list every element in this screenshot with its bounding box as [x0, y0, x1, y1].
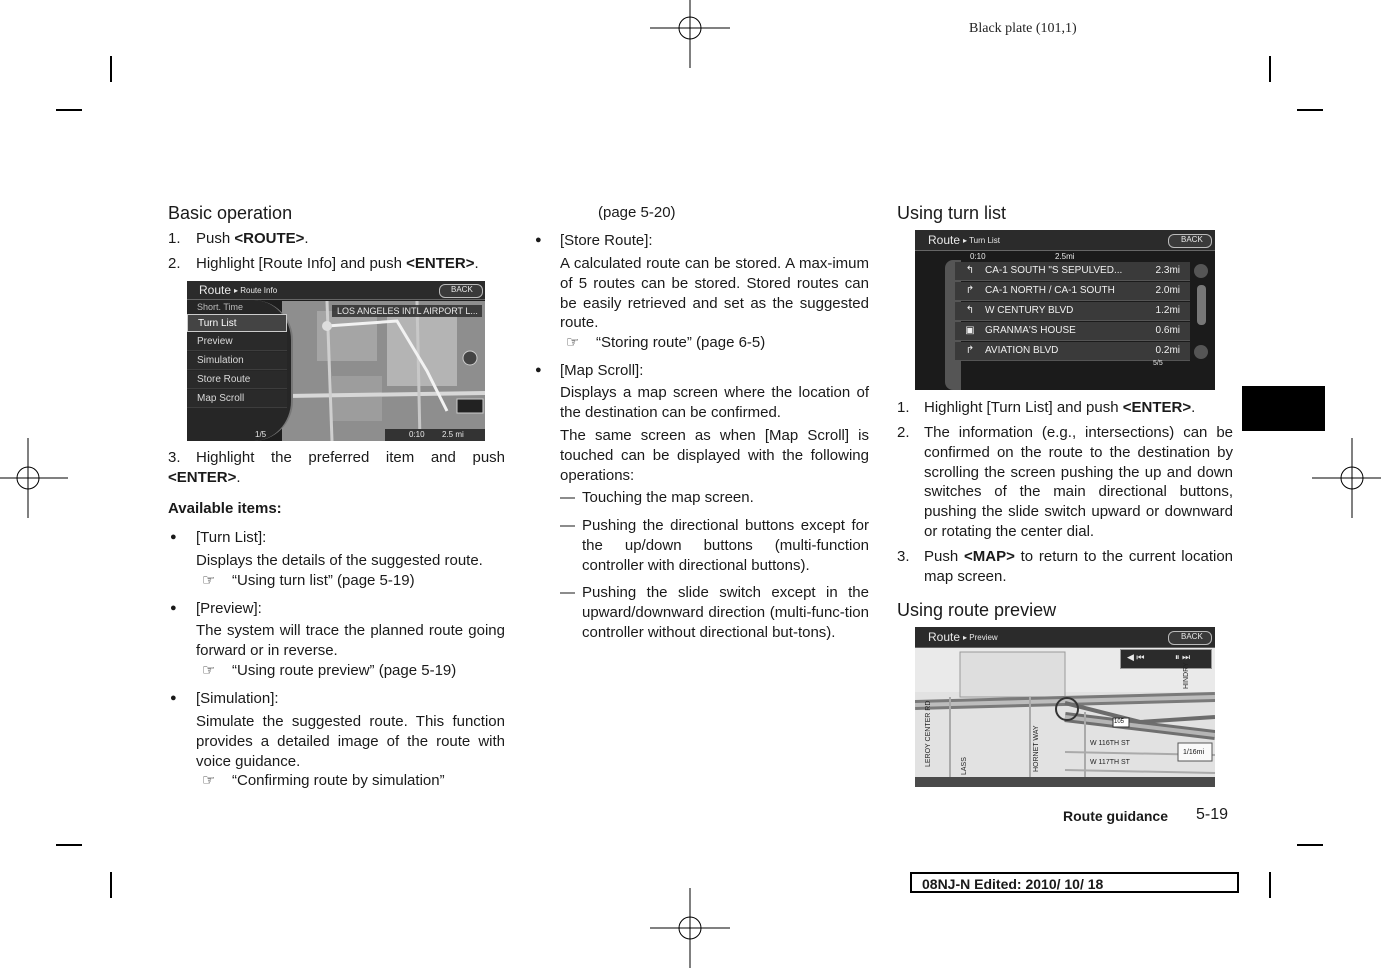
dash-item-text: Touching the map screen.: [582, 489, 754, 506]
pointing-hand-icon: ☞: [202, 772, 216, 789]
pause-button[interactable]: ⏸ ⏭: [1175, 652, 1191, 662]
key-enter: <ENTER>: [1122, 399, 1192, 416]
chapter-tab: [1242, 386, 1325, 431]
page-indicator: 5/5: [1153, 360, 1163, 367]
screenshot-turn-list: [915, 230, 1215, 390]
item-ref-turn-list: [202, 571, 415, 590]
back-button-label: BACK: [1181, 235, 1203, 244]
screen-header-title: Route: [928, 630, 961, 644]
turn-list-row[interactable]: [955, 262, 1190, 281]
item-label-map-scroll: [Map Scroll]:: [560, 362, 644, 379]
footer-page-number: 5-19: [1196, 806, 1229, 823]
menu-item-preview[interactable]: Preview: [187, 333, 287, 351]
section-title-basic-operation: Basic operation: [168, 203, 293, 223]
road-name: W CENTURY BLVD: [985, 305, 1074, 316]
road-distance: 0.6mi: [1155, 325, 1180, 336]
step-1: [168, 229, 508, 249]
screenshot-route-preview: [915, 627, 1215, 787]
item-ref-store-route: [566, 333, 765, 352]
registration-mark: [650, 888, 730, 968]
crop-mark: [56, 109, 82, 111]
edited-stamp: 08NJ-N Edited: 2010/ 10/ 18: [910, 872, 1239, 893]
bullet: ●: [170, 602, 177, 614]
dash: —: [560, 517, 575, 534]
road-distance: 2.3mi: [1155, 265, 1180, 276]
step-text: Highlight the preferred item and push: [196, 449, 505, 466]
turn-step-1: [897, 398, 1233, 418]
step-number: 2.: [897, 424, 910, 441]
status-distance: 2.5mi: [1055, 252, 1075, 261]
menu-item-store-route[interactable]: Store Route: [187, 371, 287, 389]
pointing-hand-icon: ☞: [566, 334, 580, 351]
step-2: [168, 254, 508, 274]
dash-item-text: Pushing the directional buttons except for the up/down buttons (multi-function controller with directional buttons).: [582, 517, 869, 574]
reference-text: “Storing route” (page 6-5): [596, 334, 766, 351]
step-text: Highlight [Turn List] and push: [924, 399, 1123, 416]
highway-shield: 105: [1114, 719, 1125, 725]
menu-item-simulation[interactable]: Simulation: [187, 352, 287, 370]
crop-mark: [110, 872, 112, 898]
status-bar: [385, 429, 485, 441]
continued-page-ref: (page 5-20): [598, 204, 676, 221]
road-name: CA-1 SOUTH "S SEPULVED...: [985, 265, 1123, 276]
rewind-button[interactable]: ◀ ⏮: [1127, 652, 1145, 662]
item-ref-simulation: [202, 771, 445, 790]
crop-mark: [1269, 872, 1271, 898]
street-label: HINDRY: [1183, 662, 1190, 689]
item-label-simulation: [Simulation]:: [196, 690, 279, 707]
street-label: LEROY CENTER RD: [925, 700, 932, 767]
turn-arrow-icon: ↰: [965, 265, 975, 276]
reference-text: “Using route preview” (page 5-19): [232, 662, 457, 679]
item-label-preview: [Preview]:: [196, 600, 262, 617]
turn-list-row[interactable]: [955, 302, 1190, 321]
street-label: HORNET WAY: [1033, 725, 1040, 772]
menu-item-turn-list[interactable]: Turn List: [187, 314, 287, 332]
step-number: 3.: [897, 548, 910, 565]
road-distance: 0.2mi: [1155, 345, 1180, 356]
menu-item-map-scroll[interactable]: Map Scroll: [187, 390, 287, 408]
step-punct: .: [474, 255, 479, 272]
turn-step-3: [924, 547, 1233, 587]
item-desc-preview: The system will trace the planned route going forward or in reverse.: [196, 622, 505, 659]
registration-mark: [650, 0, 730, 68]
step-text: to return to the current location map screen.: [924, 548, 1234, 585]
back-button-label: BACK: [1181, 632, 1203, 641]
crop-mark: [1269, 56, 1271, 82]
dash: —: [560, 584, 575, 601]
section-title-using-route-preview: Using route preview: [897, 600, 1057, 620]
waypoint-icon: ▣: [965, 325, 975, 336]
step-text: Push: [196, 230, 235, 247]
plate-label: Black plate (101,1): [969, 21, 1077, 36]
registration-mark: [1312, 438, 1381, 518]
screen-header-title: Route: [199, 283, 232, 297]
road-distance: 2.0mi: [1155, 285, 1180, 296]
item-desc-simulation: Simulate the suggested route. This function provides a detailed image of the route with voice guidance.: [196, 713, 505, 770]
turn-list-row[interactable]: [955, 322, 1190, 341]
menu-top-label: Short. Time: [197, 302, 244, 312]
page-indicator: 1/5: [255, 430, 267, 439]
available-items-heading: Available items:: [168, 500, 282, 517]
pointing-hand-icon: ☞: [202, 662, 216, 679]
screen-header-sub: ▸ Preview: [963, 633, 998, 642]
crop-mark: [1297, 109, 1323, 111]
item-label-store-route: [Store Route]:: [560, 232, 653, 249]
step-punct: .: [304, 230, 309, 247]
item-label-turn-list: [Turn List]:: [196, 529, 267, 546]
item-desc-map-scroll-2: The same screen as when [Map Scroll] is touched can be displayed with the following operations:: [560, 427, 869, 484]
turn-arrow-icon: ↱: [965, 285, 975, 296]
scroll-up-icon[interactable]: [1194, 264, 1208, 278]
screen-header-sub: ▸ Route Info: [234, 286, 278, 295]
step-3: [168, 448, 505, 488]
item-ref-preview: [202, 661, 456, 680]
step-number: 1.: [168, 230, 181, 247]
scroll-down-icon[interactable]: [1194, 345, 1208, 359]
turn-arrow-icon: ↱: [965, 345, 975, 356]
status-time: 0:10: [409, 430, 425, 439]
turn-step-2-text: The information (e.g., intersections) can be confirmed on the route to the destination by scrolling the screen pushing the up and down switches of the main directional buttons, pushing the slide switch upward or downward or rotating the center dial.: [924, 424, 1233, 540]
step-punct: .: [236, 468, 241, 486]
road-name: CA-1 NORTH / CA-1 SOUTH: [985, 285, 1115, 296]
key-route: <ROUTE>: [234, 230, 305, 247]
reference-text: “Using turn list” (page 5-19): [232, 572, 415, 589]
crop-mark: [1297, 844, 1323, 846]
turn-list-row[interactable]: [955, 282, 1190, 301]
key-enter: <ENTER>: [168, 468, 237, 486]
screenshot-route-info: [187, 281, 485, 441]
road-name: GRANMA'S HOUSE: [985, 325, 1076, 336]
road-distance: 1.2mi: [1155, 305, 1180, 316]
screen-header-sub: ▸ Turn List: [963, 236, 1000, 245]
scrollbar[interactable]: [1197, 285, 1206, 325]
registration-mark: [0, 438, 68, 518]
key-map: <MAP>: [963, 548, 1015, 565]
destination-label: LOS ANGELES INTL AIRPORT L...: [337, 306, 478, 316]
item-desc-store-route: A calculated route can be stored. A max-imum of 5 routes can be stored. Stored routes can be easily retrieved and set as the suggested route.: [560, 255, 869, 332]
bullet: ●: [170, 531, 177, 543]
footer-section-name: Route guidance: [1063, 808, 1169, 824]
status-distance: 2.5 mi: [442, 430, 464, 439]
item-desc-map-scroll-1: Displays a map screen where the location of the destination can be confirmed.: [560, 384, 869, 421]
crop-mark: [56, 844, 82, 846]
bullet: ●: [170, 692, 177, 704]
crop-mark: [110, 56, 112, 82]
dash: —: [560, 489, 575, 506]
turn-list-row[interactable]: [955, 342, 1190, 361]
bullet: ●: [535, 234, 542, 246]
step-number: 3.: [168, 449, 181, 466]
road-name: AVIATION BLVD: [985, 345, 1059, 356]
turn-arrow-icon: ↰: [965, 305, 975, 316]
step-number: 2.: [168, 255, 181, 272]
step-text: Push: [924, 548, 964, 565]
step-punct: .: [1191, 399, 1196, 416]
reference-text: “Confirming route by simulation”: [232, 772, 445, 789]
screen-header-title: Route: [928, 233, 961, 247]
back-button-label: BACK: [451, 285, 473, 294]
item-desc-turn-list: Displays the details of the suggested route.: [196, 552, 483, 569]
street-label: W 116TH ST: [1090, 740, 1130, 747]
bullet: ●: [535, 364, 542, 376]
pointing-hand-icon: ☞: [202, 572, 216, 589]
section-title-using-turn-list: Using turn list: [897, 203, 1007, 223]
step-text: Highlight [Route Info] and push: [196, 255, 407, 272]
street-label: W 117TH ST: [1090, 759, 1130, 766]
step-number: 1.: [897, 399, 910, 416]
key-enter: <ENTER>: [406, 255, 475, 272]
map-scale: 1/16mi: [1183, 749, 1205, 756]
street-label: LASS: [961, 757, 968, 775]
dash-item-text: Pushing the slide switch except in the upward/downward direction (multi-func-tion controller without directional but-tons).: [582, 584, 869, 641]
status-time: 0:10: [970, 252, 986, 261]
